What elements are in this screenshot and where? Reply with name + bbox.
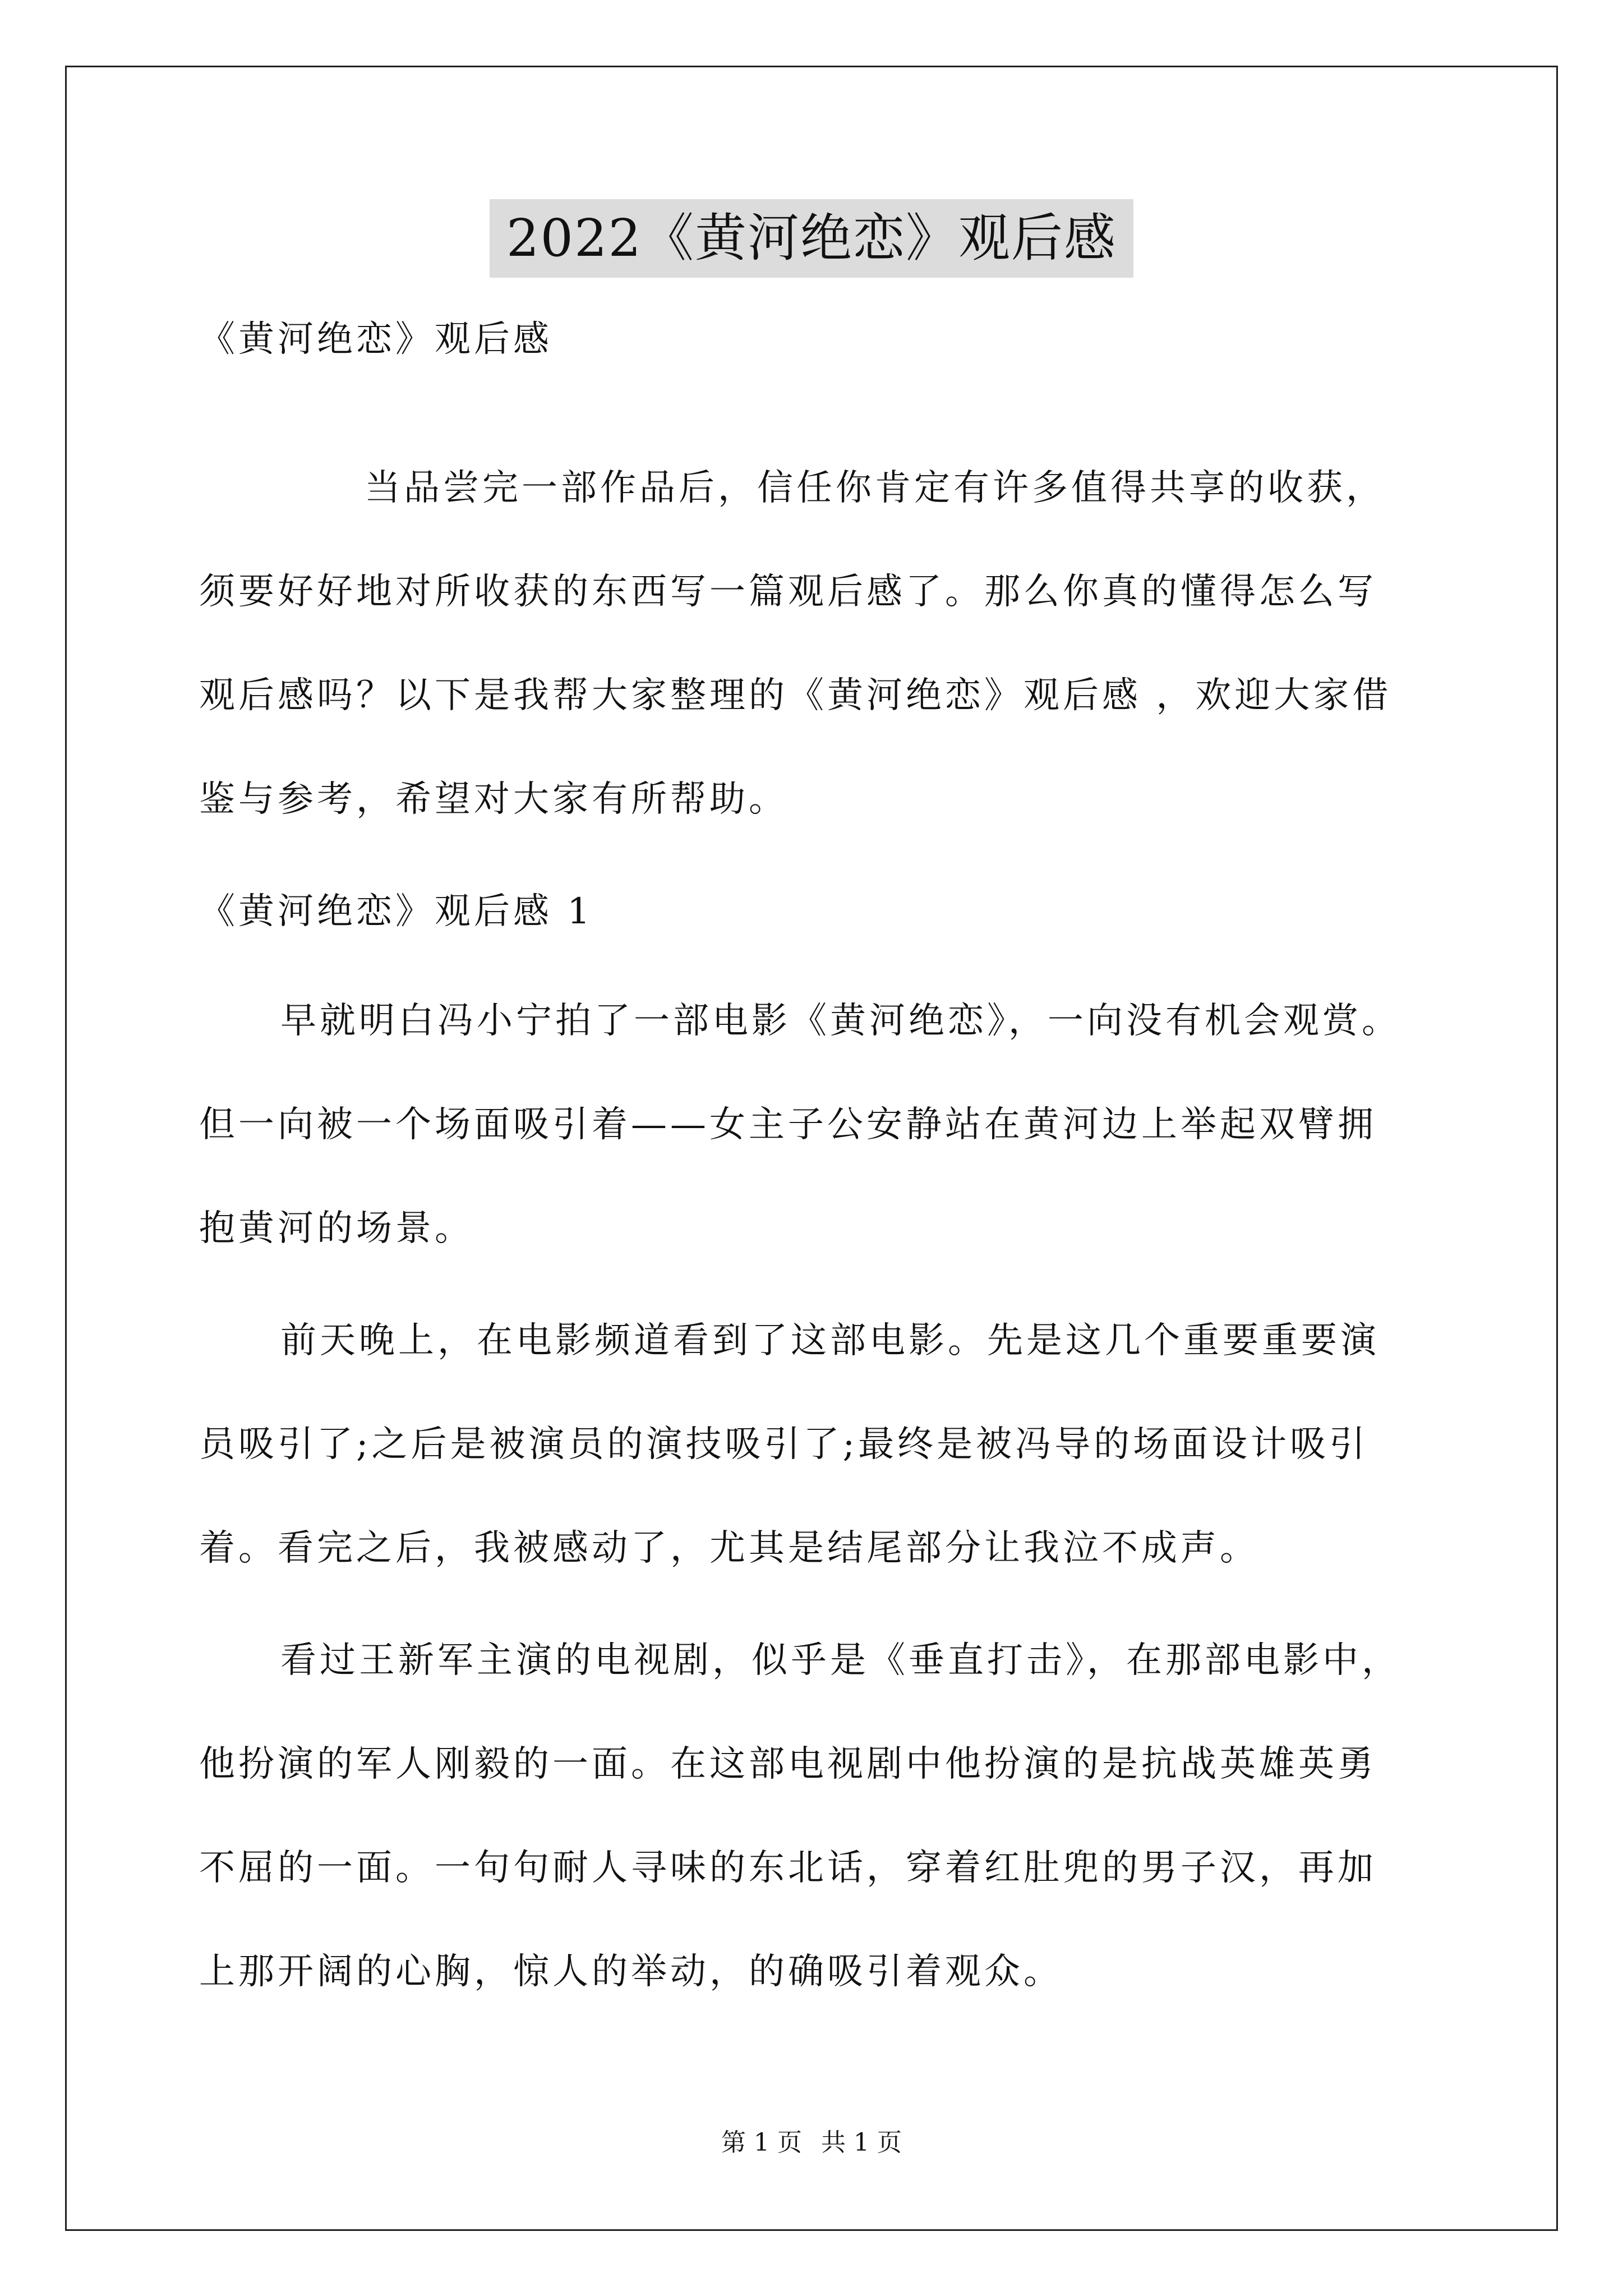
- paragraph-2-line-2: 员吸引了;之后是被演员的演技吸引了;最终是被冯导的场面设计吸引: [199, 1424, 1369, 1465]
- paragraph-1-line-2: 但一向被一个场面吸引着——女主子公安静站在黄河边上举起双臂拥: [199, 1104, 1377, 1145]
- paragraph-3-line-1: 看过王新军主演的电视剧，似乎是《垂直打击》，在那部电影中，: [280, 1640, 1401, 1681]
- intro-line-4: 鉴与参考，希望对大家有所帮助。: [199, 779, 788, 820]
- intro-line-2: 须要好好地对所收获的东西写一篇观后感了。那么你真的懂得怎么写: [199, 571, 1377, 613]
- page-footer: [0, 2126, 1623, 2160]
- paragraph-2-line-1: 前天晚上，在电影频道看到了这部电影。先是这几个重要重要演: [280, 1320, 1380, 1361]
- page-number-current: 第 1 页: [721, 2128, 802, 2157]
- title-container: [0, 199, 1623, 278]
- page-number-total: 共 1 页: [821, 2128, 902, 2157]
- paragraph-3-line-3: 不屈的一面。一句句耐人寻味的东北话，穿着红肚兜的男子汉，再加: [199, 1847, 1377, 1889]
- section-heading: 《黄河绝恋》观后感 1: [199, 891, 594, 932]
- subtitle: 《黄河绝恋》观后感: [199, 319, 552, 360]
- paragraph-1-line-1: 早就明白冯小宁拍了一部电影《黄河绝恋》，一向没有机会观赏。: [280, 1000, 1401, 1042]
- intro-line-1: 当品尝完一部作品后，信任你肯定有许多值得共享的收获，: [365, 467, 1385, 509]
- paragraph-3-line-4: 上那开阔的心胸，惊人的举动，的确吸引着观众。: [199, 1951, 1063, 1993]
- document-title: 2022《黄河绝恋》观后感: [490, 199, 1133, 278]
- intro-line-3: 观后感吗？以下是我帮大家整理的《黄河绝恋》观后感 ，欢迎大家借: [199, 675, 1392, 716]
- paragraph-1-line-3: 抱黄河的场景。: [199, 1208, 474, 1249]
- paragraph-2-line-3: 着。看完之后，我被感动了，尤其是结尾部分让我泣不成声。: [199, 1527, 1259, 1569]
- paragraph-3-line-2: 他扮演的军人刚毅的一面。在这部电视剧中他扮演的是抗战英雄英勇: [199, 1743, 1377, 1785]
